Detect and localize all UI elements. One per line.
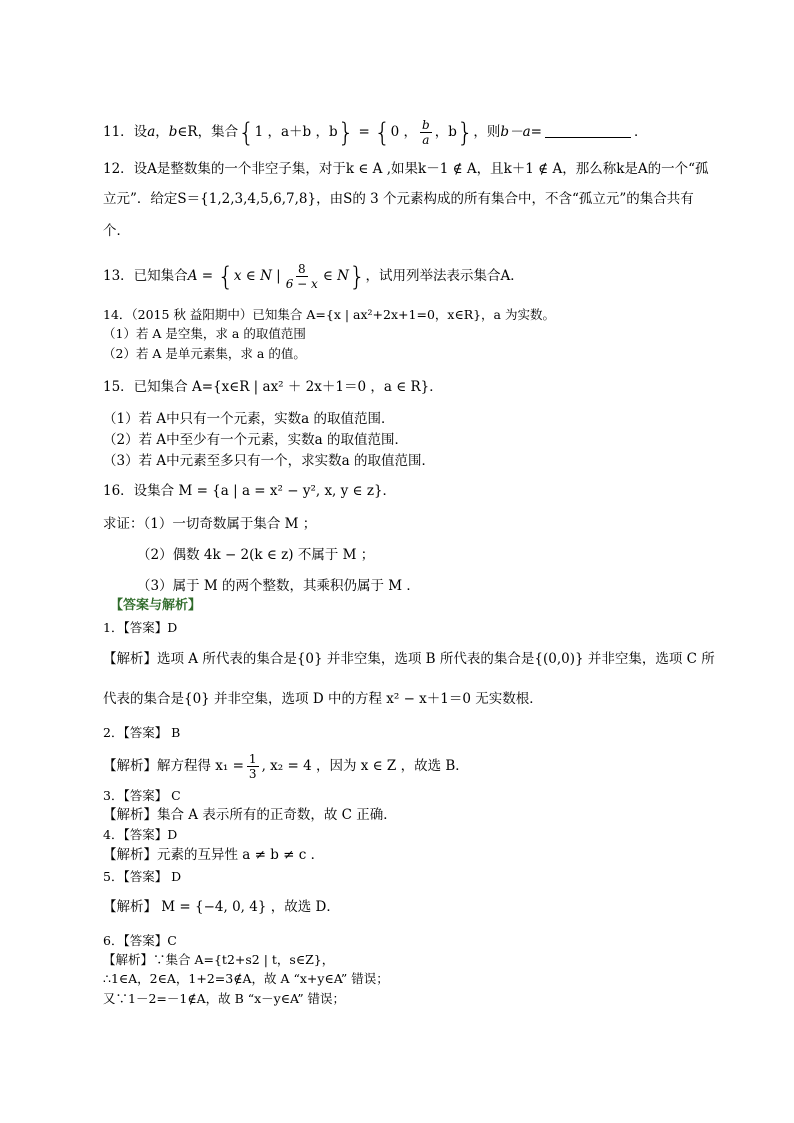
q13-frac-num: 8 (297, 262, 306, 276)
a2-exp-tail: , x₂ = 4 ，因为 x ∈ Z ，故选 B． (261, 758, 469, 774)
brace-right: } (456, 118, 474, 148)
brace-right: } (348, 262, 366, 292)
q11-fraction (420, 118, 432, 147)
q13-a-eq: A = (187, 268, 214, 284)
question-16-line-2: 求证：（1）一切奇数属于集合 M ； (103, 516, 317, 532)
question-15-line-3: （2）若 A中至少有一个元素，实数a 的取值范围． (103, 432, 408, 448)
q11-in-r: ∈R，集合 (177, 124, 239, 140)
q11-var-a: a (147, 124, 156, 140)
q11-set-left: 1 ，a＋b ，b (254, 124, 338, 140)
answer-3-explanation: 【解析】集合 A 表示所有的正奇数，故 C 正确． (103, 807, 397, 823)
q11-tail-b: ，b (434, 124, 457, 140)
question-15-line-4: （3）若 A中元素至多只有一个，求实数a 的取值范围． (103, 453, 435, 469)
question-16-line-3: （2）偶数 4k − 2(k ∈ z) 不属于 M ； (137, 547, 375, 563)
q11-lead: 11．设 (103, 124, 148, 140)
a2-frac-den: 3 (248, 767, 257, 781)
brace-left: { (374, 118, 391, 148)
q13-lead: 13．已知集合 (103, 268, 188, 284)
brace-left: { (238, 118, 255, 148)
answer-6-explanation-1: 【解析】∵集合 A={t2+s2 | t，s∈Z}， (103, 952, 335, 967)
question-14-line-2: （1）若 A 是空集，求 a 的取值范围 (103, 326, 306, 341)
answer-5: 5．【答案】 D (103, 869, 182, 884)
q11-var-b: b (168, 124, 178, 140)
answer-6-explanation-2: ∴1∈A，2∈A，1+2=3∉A，故 A “x+y∈A” 错误； (103, 971, 389, 986)
answer-4: 4．【答案】D (103, 827, 178, 842)
q11-expr: b－a= (500, 124, 542, 140)
answer-5-explanation: 【解析】 M = {−4, 0, 4} ，故选 D． (103, 899, 340, 915)
answers-heading: 【答案与解析】 (110, 598, 202, 613)
question-14-line-1: 14．（2015 秋 益阳期中）已知集合 A={x | ax²+2x+1=0，x∈R}，a 为实数。 (103, 307, 555, 322)
question-12-line-1: 12．设A是整数集的一个非空子集，对于k ∈ A ,如果k－1 ∉ A，且k＋1 ∉ A，那么称k是A的一个“孤 (103, 161, 709, 177)
brace-right: } (337, 118, 355, 148)
question-15-line-1: 15．已知集合 A={x∈R | ax² ＋ 2x＋1＝0 ，a ∈ R}． (103, 379, 443, 395)
q13-frac-den: 6 − x (285, 277, 318, 291)
answer-4-explanation: 【解析】元素的互异性 a ≠ b ≠ c ． (103, 847, 325, 863)
a2-fraction (247, 752, 259, 781)
answer-6-explanation-3: 又∵1－2=－1∉A，故 B “x－y∈A” 错误； (103, 991, 346, 1006)
q11-comma: ， (155, 124, 169, 140)
brace-left: { (217, 262, 234, 292)
question-16-line-1: 16．设集合 M = {a | a = x² − y², x, y ∈ z}． (103, 483, 397, 499)
q11-frac-den: a (422, 133, 430, 147)
question-13 (103, 262, 743, 291)
answer-1-explanation-1: 【解析】选项 A 所代表的集合是{0} 并非空集，选项 B 所代表的集合是{(0,0)} 并非空集，选项 C 所 (103, 651, 715, 667)
question-11 (103, 118, 743, 147)
answer-1: 1．【答案】D (103, 620, 178, 635)
question-12-line-3: 个． (103, 223, 130, 239)
q11-end: ． (633, 124, 648, 140)
q13-tail: ，试用列举法表示集合A． (365, 268, 524, 284)
q11-frac-num: b (422, 118, 430, 132)
answer-blank (545, 125, 631, 138)
q11-equals: = (358, 124, 370, 140)
question-14-line-3: （2）若 A 是单元素集，求 a 的值。 (103, 346, 306, 361)
answer-3: 3．【答案】 C (103, 788, 181, 803)
a2-exp-lead: 【解析】解方程得 x₁ = (103, 758, 244, 774)
answer-1-explanation-2: 代表的集合是{0} 并非空集，选项 D 中的方程 x² − x＋1＝0 无实数根． (103, 691, 543, 707)
answer-6: 6．【答案】C (103, 933, 177, 948)
q11-then: ，则 (473, 124, 501, 140)
question-16-line-4: （3）属于 M 的两个整数，其乘积仍属于 M ． (137, 578, 420, 594)
answer-2-explanation (103, 752, 743, 781)
answer-2: 2．【答案】 B (103, 725, 181, 740)
a2-frac-num: 1 (248, 752, 257, 766)
question-12-line-2: 立元”．给定S＝{1,2,3,4,5,6,7,8}，由S的 3 个元素构成的所有集合中，不含“孤立元”的集合共有 (103, 191, 694, 207)
q13-in-n: ∈ N (322, 268, 349, 284)
q13-fraction (284, 262, 320, 291)
q11-zero: 0 ， (390, 124, 418, 140)
q13-condition: x ∈ N | (233, 268, 281, 284)
question-15-line-2: （1）若 A中只有一个元素，实数a 的取值范围． (103, 411, 395, 427)
